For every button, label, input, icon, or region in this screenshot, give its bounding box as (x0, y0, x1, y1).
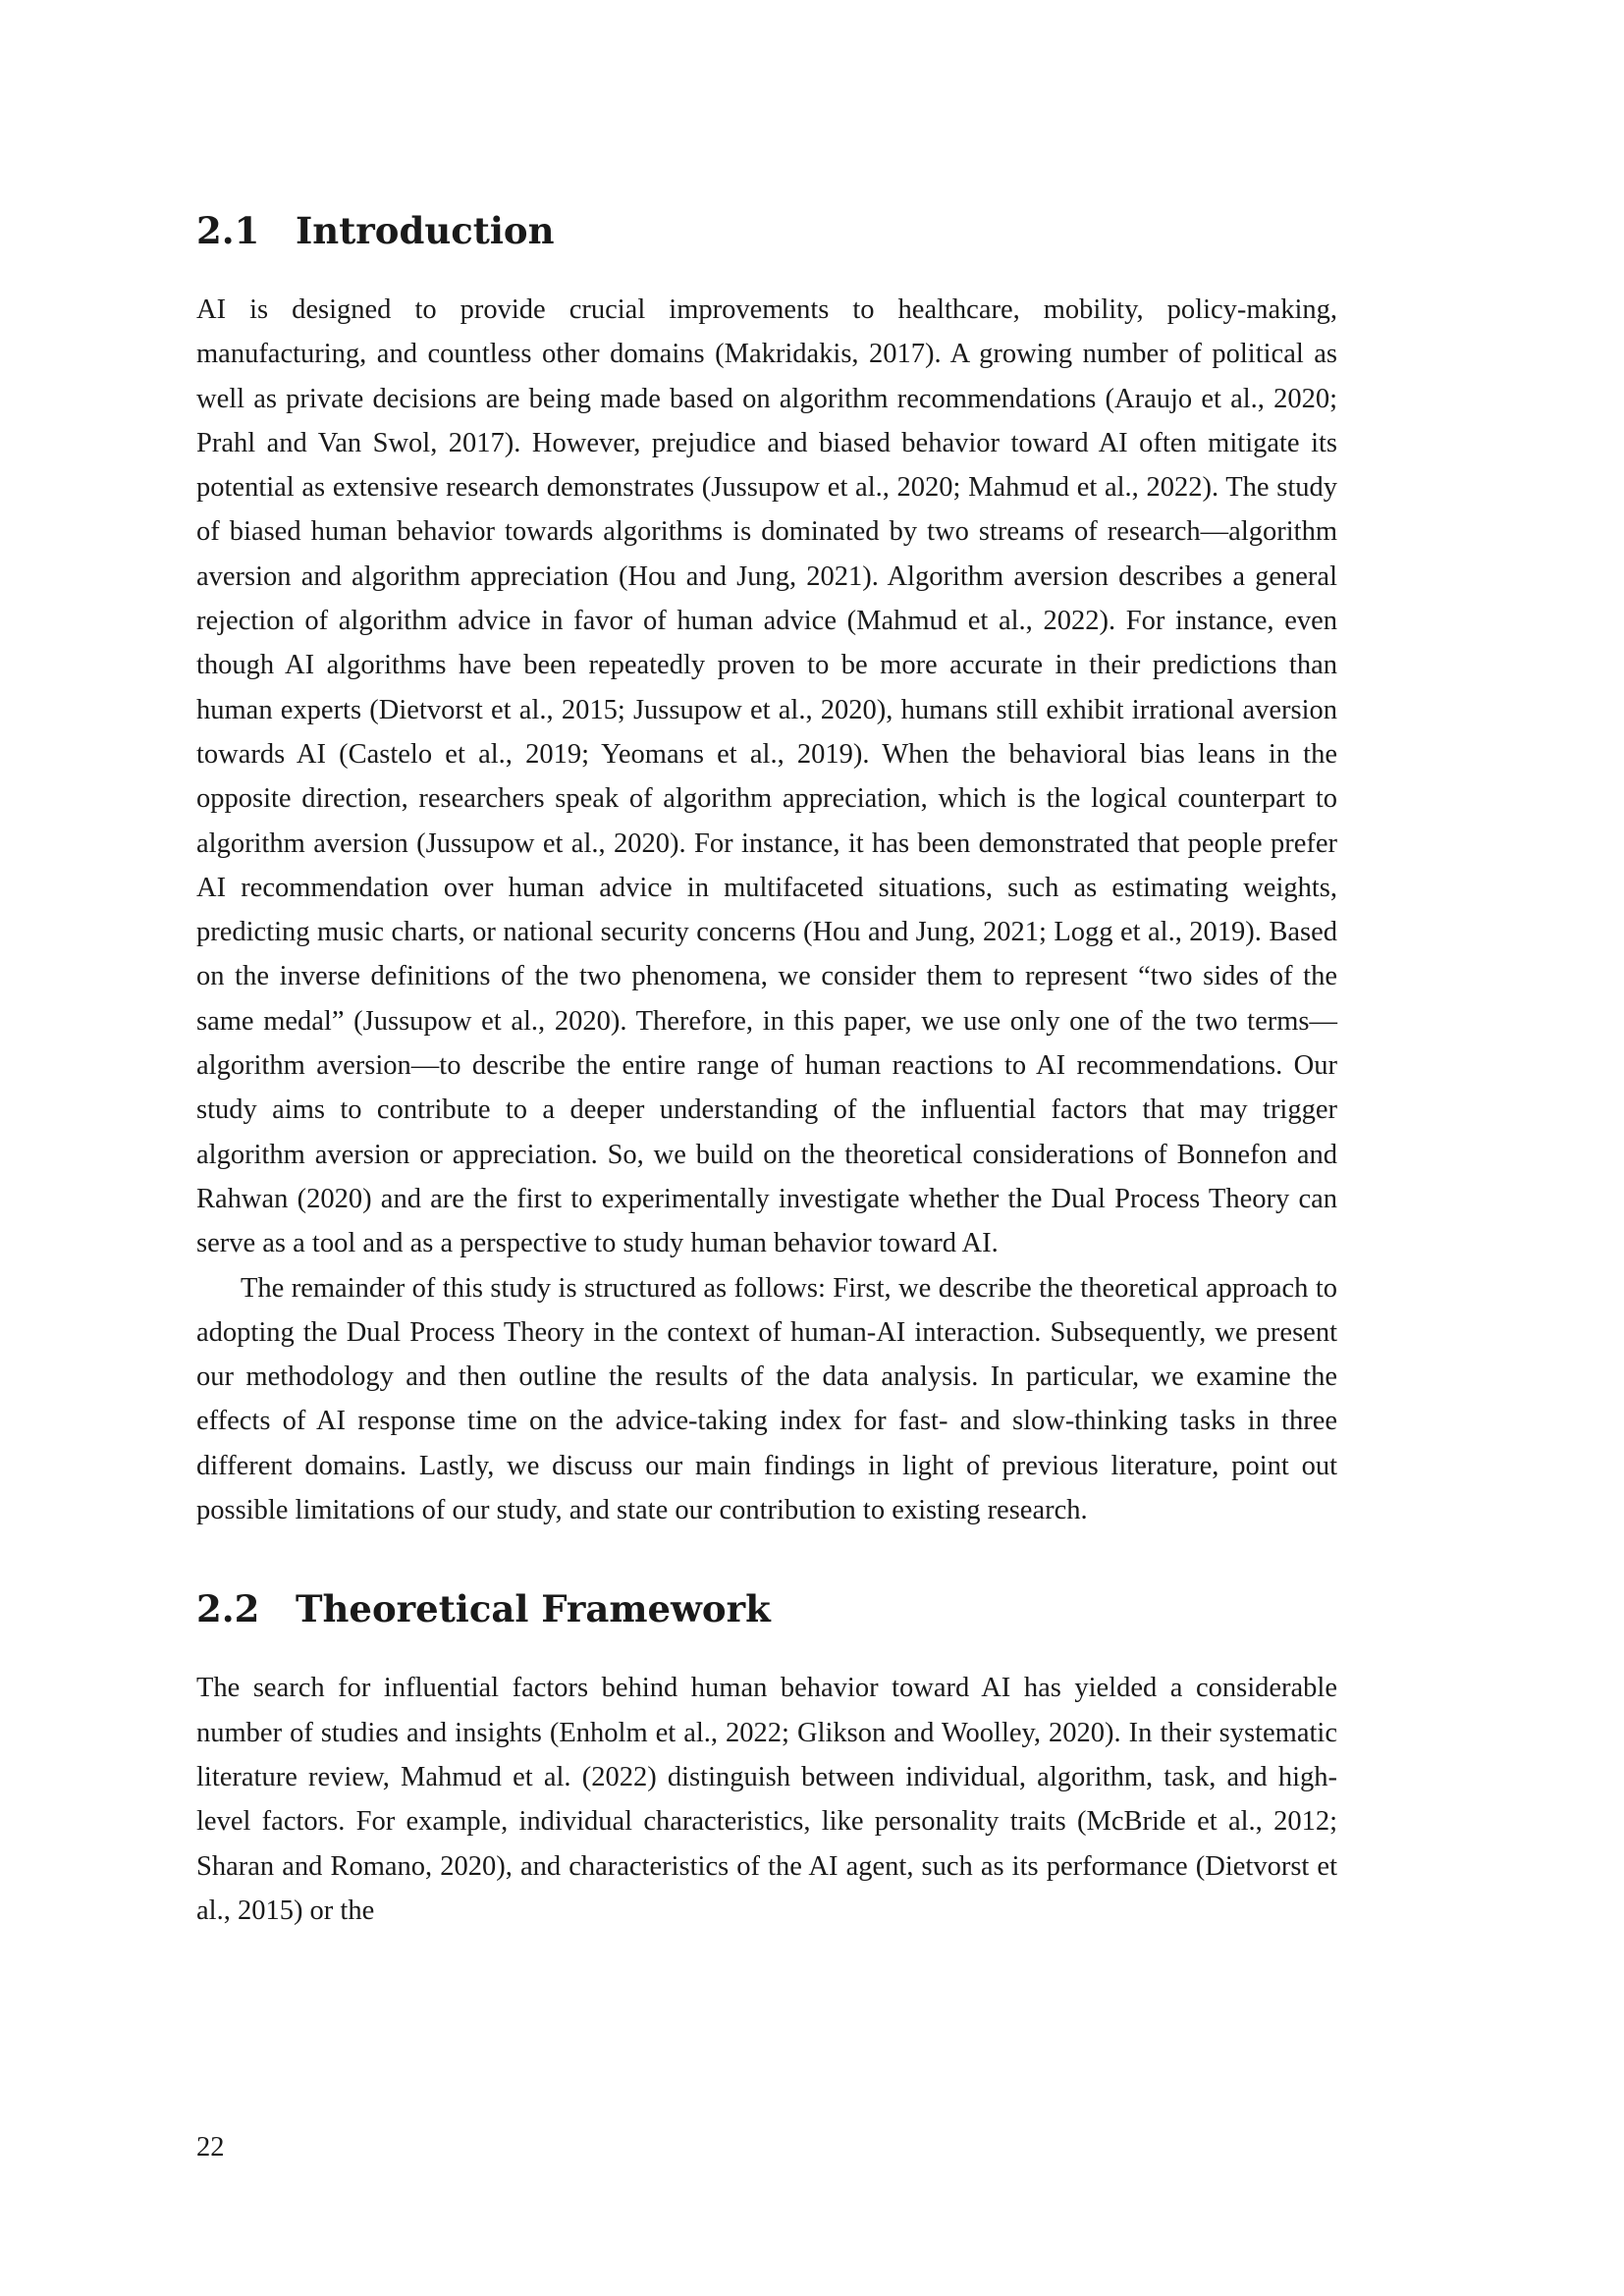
section-number: 2.2 (196, 1587, 260, 1631)
paragraph: The search for influential factors behind human behavior toward AI has yielded a considerable number of studies and insights (Enholm et al., 2022; Glikson and Woolley, 2020). In their systematic literature review, Mahmud et al. (2022) distinguish between individual, algorithm, task, and high-level factors. For example, individual characteristics, like personality traits (McBride et al., 2012; Sharan and Romano, 2020), and characteristics of the AI agent, such as its performance (Dietvorst et al., 2015) or the (196, 1673, 1337, 1926)
section-number: 2.1 (196, 209, 260, 252)
section-introduction (196, 201, 1337, 1532)
page-number: 22 (196, 2132, 225, 2163)
section-title: Introduction (296, 209, 555, 252)
section-theoretical-framework (196, 1579, 1337, 1933)
paragraph: The remainder of this study is structured as follows: First, we describe the theoretical approach to adopting the Dual Process Theory in the context of human-AI interaction. Subsequently, we present our methodology and then outline the results of the data analysis. In particular, we examine the effects of AI response time on the advice-taking index for fast- and slow-thinking tasks in three different domains. Lastly, we discuss our main findings in light of previous literature, point out possible limitations of our study, and state our contribution to existing research. (196, 1272, 1337, 1526)
section-title: Theoretical Framework (296, 1587, 771, 1631)
section-heading (196, 201, 1337, 260)
paragraph: AI is designed to provide crucial improvements to healthcare, mobility, policy-making, manufacturing, and countless other domains (Makridakis, 2017). A growing number of political as well as private decisions are being made based on algorithm recommendations (Araujo et al., 2020; Prahl and Van Swol, 2017). However, prejudice and biased behavior toward AI often mitigate its potential as extensive research demonstrates (Jussupow et al., 2020; Mahmud et al., 2022). The study of biased human behavior towards algorithms is dominated by two streams of research—algorithm aversion and algorithm appreciation (Hou and Jung, 2021). Algorithm aversion describes a general rejection of algorithm advice in favor of human advice (Mahmud et al., 2022). For instance, even though AI algorithms have been repeatedly proven to be more accurate in their predictions than human experts (Dietvorst et al., 2015; Jussupow et al., 2020), humans still exhibit irrational aversion towards AI (Castelo et al., 2019; Yeomans et al., 2019). When the behavioral bias leans in the opposite direction, researchers speak of algorithm appreciation, which is the logical counterpart to algorithm aversion (Jussupow et al., 2020). For instance, it has been demonstrated that people prefer AI recommendation over human advice in multifaceted situations, such as estimating weights, predicting music charts, or national security concerns (Hou and Jung, 2021; Logg et al., 2019). Based on the inverse definitions of the two phenomena, we consider them to represent “two sides of the same medal” (Jussupow et al., 2020). Therefore, in this paper, we use only one of the two terms—algorithm aversion—to describe the entire range of human reactions to AI recommendations. Our study aims to contribute to a deeper understanding of the influential factors that may trigger algorithm aversion or appreciation. So, we build on the theoretical considerations of Bonnefon and Rahwan (2020) and are the first to experimentally investigate whether the Dual Process Theory can serve as a tool and as a perspective to study human behavior toward AI. (196, 294, 1337, 1259)
section-heading (196, 1579, 1337, 1638)
page-body (196, 201, 1337, 1933)
